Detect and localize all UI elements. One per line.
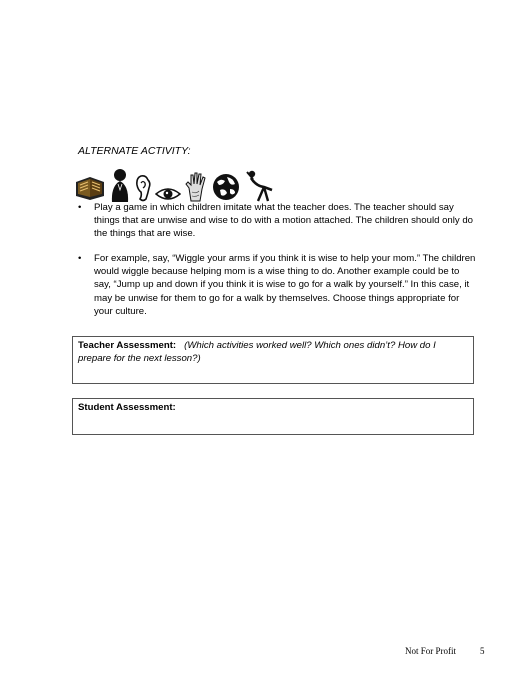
- praying-child-icon: [109, 168, 131, 202]
- bullet-dot: •: [78, 253, 82, 265]
- activity-heading: ALTERNATE ACTIVITY:: [78, 145, 191, 157]
- teacher-assessment-box[interactable]: [72, 336, 474, 384]
- teacher-assessment-label: Teacher Assessment:: [78, 340, 177, 351]
- student-assessment-label: Student Assessment:: [78, 402, 176, 413]
- student-assessment-box[interactable]: [72, 398, 474, 435]
- globe-icon: [211, 172, 241, 202]
- ear-icon: [134, 174, 152, 202]
- bullet-dot: •: [78, 202, 82, 213]
- book-icon: [74, 172, 106, 202]
- stretching-person-icon: [244, 170, 274, 202]
- list-item: [78, 252, 476, 317]
- activity-icons-row: [74, 166, 274, 202]
- teacher-assessment-prompt: (Which activities worked well? Which ones didn’t? How do I prepare for the next lesson?): [78, 340, 436, 364]
- bullet-text: Play a game in which children imitate what the teacher does. The teacher should say things that are unwise and wise to do with a motion attached. The children should only do the things that are wise.: [94, 202, 474, 240]
- eye-icon: [155, 186, 181, 202]
- bullet-text: For example, say, “Wiggle your arms if you think it is wise to help your mom.” The children would wiggle because helping mom is a wise thing to do. Another example could be to say, “Jump up and down if you think it is wise to go for a walk by yourself.” In this case, it may be unwise for them to go for a walk by themselves. Choose things appropriate for your culture.: [94, 253, 476, 317]
- list-item: [78, 201, 476, 240]
- activity-instructions: [78, 201, 476, 330]
- footer-text: Not For Profit: [405, 646, 457, 656]
- hand-icon: [184, 172, 208, 202]
- page-number: 5: [480, 646, 485, 656]
